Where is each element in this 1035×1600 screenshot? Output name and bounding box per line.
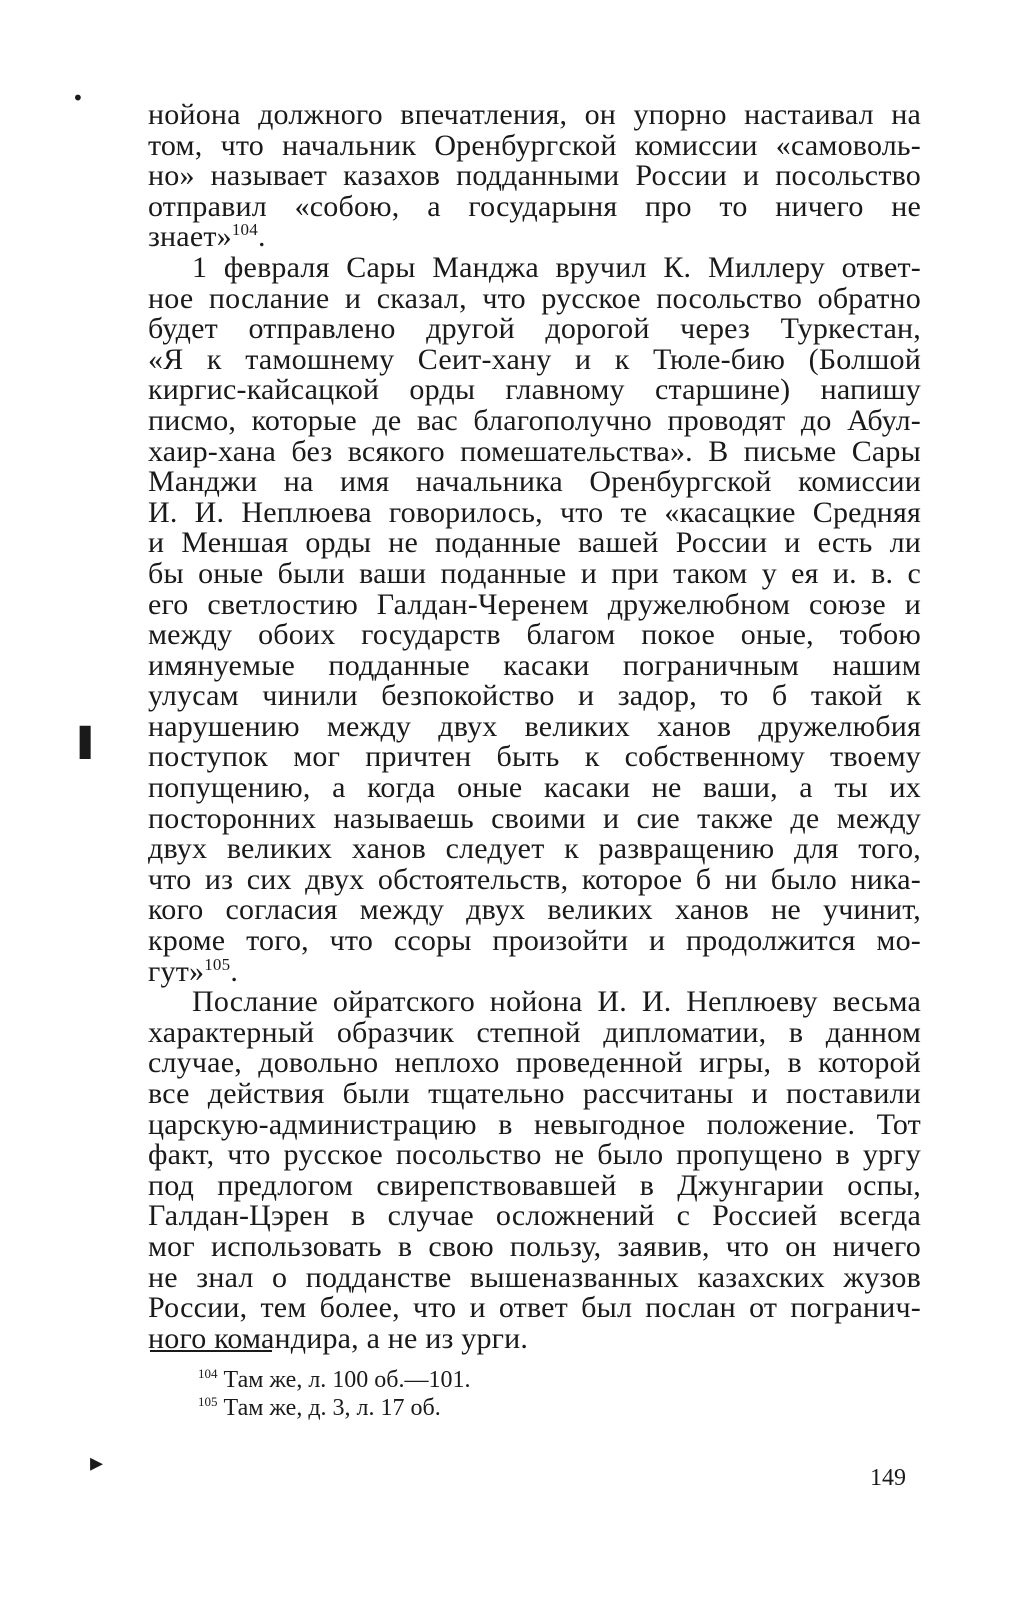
line-text: писмо, которые де вас благополучно проводят до Абул- bbox=[148, 403, 921, 437]
line-text: улусам чинили безпокойство и задор, то б такой к bbox=[148, 679, 921, 713]
text-line bbox=[148, 1260, 921, 1294]
text-line bbox=[148, 161, 921, 192]
line-text: ное послание и сказал, что русское посольство обратно bbox=[148, 281, 921, 315]
margin-mark-top: • bbox=[72, 86, 84, 110]
line-text: 1 февраля Сары Манджа вручил К. Миллеру ответ- bbox=[192, 250, 921, 284]
line-text: киргис-кайсацкой орды главному старшине) напишу bbox=[148, 373, 921, 407]
line-text: Манджи на имя начальника Оренбургской комиссии bbox=[148, 465, 921, 499]
line-text: попущению, а когда оные касаки не ваши, а ты их bbox=[148, 771, 921, 805]
text-line bbox=[148, 434, 921, 468]
text-line bbox=[148, 773, 921, 804]
text-line bbox=[148, 587, 921, 621]
line-text: И. И. Неплюева говорилось, что те «касацкие Средняя bbox=[148, 495, 921, 529]
margin-mark-bottom: ▸ bbox=[90, 1448, 104, 1478]
line-text: кроме того, что ссоры произойти и продолжится мо- bbox=[148, 924, 921, 958]
text-line bbox=[148, 467, 921, 498]
line-text: отправил «собою, а государыня про то ничего не bbox=[148, 189, 921, 223]
footnote-number: 105 bbox=[198, 1394, 218, 1409]
text-line bbox=[148, 222, 921, 253]
footnote-104 bbox=[198, 1366, 798, 1394]
text-line bbox=[148, 1107, 921, 1141]
text-line bbox=[148, 834, 921, 865]
text-line bbox=[148, 342, 921, 376]
text-line bbox=[148, 1079, 921, 1110]
paragraph bbox=[148, 250, 921, 988]
text-line bbox=[148, 648, 921, 682]
line-text: случае, довольно неплохо проведенной игры, в которой bbox=[148, 1046, 921, 1080]
footnote-separator bbox=[150, 1350, 272, 1352]
line-text: имянуемые подданные касаки пограничным нашим bbox=[148, 648, 921, 682]
line-text: знает» bbox=[148, 220, 232, 254]
line-text: нарушению между двух великих ханов дружелюбия bbox=[148, 709, 921, 743]
line-text: под предлогом свирепствовавшей в Джунгарии оспы, bbox=[148, 1168, 921, 1202]
line-text: но» называет казахов подданными России и посольство bbox=[148, 159, 921, 193]
footnote-number: 104 bbox=[198, 1366, 218, 1381]
line-text: двух великих ханов следует к развращению для того, bbox=[148, 832, 921, 866]
text-line bbox=[148, 1229, 921, 1263]
line-text: что из сих двух обстоятельств, которое б ни было ника- bbox=[148, 862, 921, 896]
line-text: хаир-хана без всякого помешательства». В письме Сары bbox=[148, 434, 921, 468]
text-line bbox=[148, 375, 921, 406]
footnote-text: Там же, д. 3, л. 17 об. bbox=[223, 1395, 441, 1421]
text-line bbox=[148, 709, 921, 743]
text-line bbox=[148, 681, 921, 712]
text-line bbox=[148, 495, 921, 529]
text-line bbox=[148, 281, 921, 315]
text-line bbox=[148, 987, 921, 1018]
text-line bbox=[148, 250, 921, 284]
line-text: кого согласия между двух великих ханов не учинит, bbox=[148, 893, 921, 927]
line-text: царскую-администрацию в невыгодное положение. Тот bbox=[148, 1107, 921, 1141]
line-text: Галдан-Цэрен в случае осложнений с Россией всегда bbox=[148, 1199, 921, 1233]
text-line bbox=[148, 314, 921, 345]
text-line bbox=[148, 1293, 921, 1324]
text-line bbox=[148, 1048, 921, 1079]
footnote-text: Там же, л. 100 об.—101. bbox=[223, 1367, 471, 1393]
body-text bbox=[148, 100, 921, 1354]
text-line bbox=[148, 128, 921, 162]
paragraph bbox=[148, 100, 921, 253]
paragraph bbox=[148, 987, 921, 1354]
footnotes bbox=[198, 1366, 798, 1422]
reference-tail: . bbox=[257, 220, 266, 254]
line-text: том, что начальник Оренбургской комиссии «самоволь- bbox=[148, 128, 921, 162]
text-line bbox=[148, 620, 921, 651]
line-text: мог использовать в свою пользу, заявив, что он ничего bbox=[148, 1229, 921, 1263]
line-text: между обоих государств благом покое оные, тобою bbox=[148, 618, 921, 652]
line-text: будет отправлено другой дорогой через Туркестан, bbox=[148, 312, 921, 346]
line-text: посторонних называешь своими и сие также де между bbox=[148, 801, 921, 835]
footnote-reference: 104 bbox=[231, 220, 258, 240]
line-text: ного командира, а не из урги. bbox=[148, 1321, 529, 1355]
text-line bbox=[148, 528, 921, 559]
line-text: поступок мог причтен быть к собственному твоему bbox=[148, 740, 921, 774]
footnote-105 bbox=[198, 1394, 798, 1422]
line-text: факт, что русское посольство не было пропущено в ургу bbox=[148, 1138, 921, 1172]
text-line bbox=[148, 742, 921, 773]
line-text: и Меншая орды не поданные вашей России и есть ли bbox=[148, 526, 921, 560]
text-line bbox=[148, 1168, 921, 1202]
line-text: все действия были тщательно рассчитаны и поставили bbox=[148, 1077, 921, 1110]
text-line bbox=[148, 926, 921, 957]
line-text: бы оные были ваши поданные и при таком у ея и. в. с bbox=[148, 556, 921, 590]
text-line bbox=[148, 862, 921, 896]
text-line bbox=[148, 189, 921, 223]
text-line bbox=[148, 1140, 921, 1171]
text-line bbox=[148, 556, 921, 590]
line-text: «Я к тамошнему Сеит-хану и к Тюле-бию (Болшой bbox=[148, 342, 921, 376]
text-line bbox=[148, 895, 921, 926]
footnote-reference: 105 bbox=[204, 954, 231, 974]
text-line bbox=[148, 100, 921, 131]
text-line bbox=[148, 1015, 921, 1049]
text-line bbox=[148, 1201, 921, 1232]
line-text: гут» bbox=[148, 954, 205, 988]
line-text: его светлостию Галдан-Черенем дружелюбном союзе и bbox=[148, 587, 921, 621]
line-text: нойона должного впечатления, он упорно настаивал на bbox=[148, 98, 921, 131]
line-text: Послание ойратского нойона И. И. Неплюеву весьма bbox=[192, 985, 921, 1019]
text-line bbox=[148, 403, 921, 437]
reference-tail: . bbox=[230, 954, 239, 988]
line-text: характерный образчик степной дипломатии, в данном bbox=[148, 1015, 921, 1049]
text-line bbox=[148, 801, 921, 835]
text-line bbox=[148, 954, 921, 988]
line-text: России, тем более, что и ответ был послан от погранич- bbox=[148, 1291, 921, 1325]
page-number: 149 bbox=[870, 1465, 906, 1491]
line-text: не знал о подданстве вышеназванных казахских жузов bbox=[148, 1260, 921, 1294]
margin-mark-middle: ▌ bbox=[80, 726, 102, 759]
